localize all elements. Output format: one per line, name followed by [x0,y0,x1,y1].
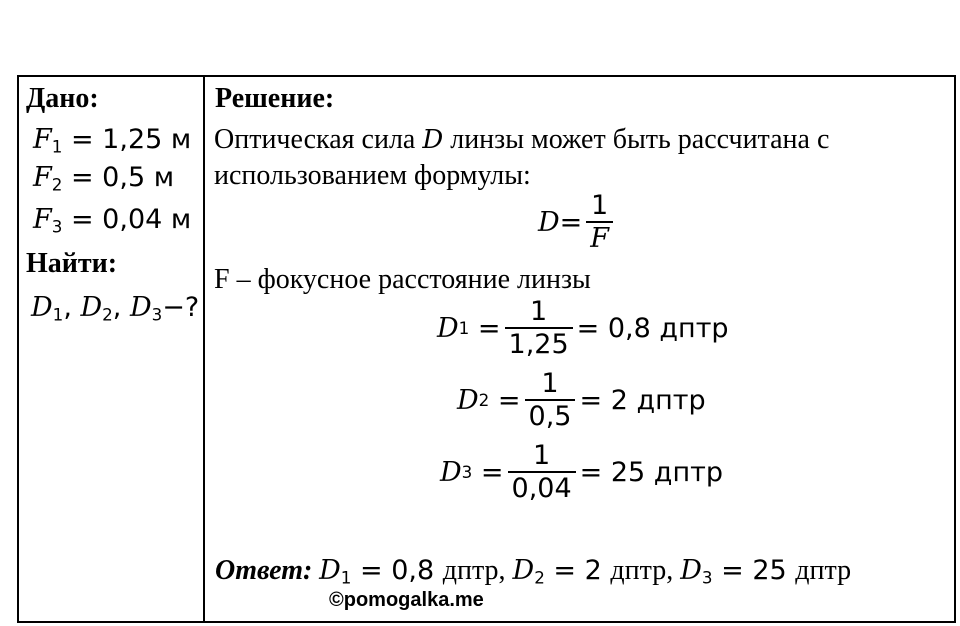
calc-d3-num: 1 [533,440,551,471]
calc-d1: D 1 = $\frac{1}{1,25}$ = 0,8 дптр [437,296,729,360]
answer-d2-value: = 2 [544,555,611,586]
intro-text-a: Оптическая сила [214,124,423,155]
answer-d3-var: D [680,555,702,586]
answer-d2-sub: 2 [534,567,545,588]
calc-d1-den: 1,25 [505,327,573,358]
answer-label: Ответ: [215,555,313,586]
find-d1-var: D [31,292,53,323]
given-f2 [33,162,175,195]
answer-d1-sub: 1 [340,567,352,588]
calc-d1-result: = 0,8 дптр [576,312,729,344]
calc-d1-var: D [437,312,459,344]
answer-d1-unit: дптр, [442,555,513,586]
calc-d1-fraction [505,298,573,358]
given-f1 [33,124,192,157]
find-d3-sub: 3 [151,304,163,325]
calc-d3-den: 0,04 [508,471,576,502]
calc-d3-fraction [508,442,576,502]
answer-d3-sub: 3 [701,567,713,588]
calc-d2-result: = 2 дптр [579,384,706,416]
given-f2-value: = 0,5 м [62,162,175,193]
find-question: −? [162,292,200,323]
answer-d3-unit: дптр [795,555,852,586]
solution-title: Решение: [215,83,335,114]
calc-d2-num: 1 [541,368,559,399]
answer-line [215,555,852,588]
calc-d2-var: D [457,384,479,416]
calc-d3-result: = 25 дптр [579,456,723,488]
intro-text-b: линзы может быть рассчитана с [443,124,830,155]
formula-eq: = [559,206,583,238]
solution-intro-line2: использованием формулы: [214,160,531,191]
calc-d1-num: 1 [530,296,548,327]
answer-d1-var: D [319,555,341,586]
find-d3-var: D [129,292,152,323]
answer-d3-value: = 25 [712,555,796,586]
answer-d1 [319,555,443,586]
answer-d3 [680,555,795,586]
calc-d3-var: D [440,456,462,488]
formula-numerator: 1 [591,190,609,221]
find-sep-2: , [112,292,130,323]
solution-intro-line1 [214,126,829,154]
watermark: ©pomogalka.me [329,589,484,611]
given-f3-value: = 0,04 м [62,204,192,235]
formula-fraction [586,192,613,252]
find-sep-1: , [63,292,81,323]
given-f2-var: F [33,162,52,193]
find-d2-var: D [80,292,103,323]
given-f3-var: F [33,204,52,235]
focal-note: F – фокусное расстояние линзы [214,264,591,295]
answer-d2 [513,555,611,586]
given-f3-sub: 3 [51,216,63,237]
given-f3 [33,204,192,237]
calc-d3: D 3 = $\frac{1}{0,04}$ = 25 дптр [440,440,723,504]
given-f1-var: F [33,124,52,155]
find-d1-sub: 1 [52,304,64,325]
column-divider [203,75,205,623]
find-d2-sub: 2 [102,304,113,325]
formula-denominator [586,221,613,252]
intro-var: D [422,125,444,155]
given-title: Дано: [26,83,99,114]
calc-d2: D 2 = $\frac{1}{0,5}$ = 2 дптр [457,368,706,432]
main-formula [538,192,617,252]
answer-d2-unit: дптр, [610,555,681,586]
given-f2-sub: 2 [51,174,63,195]
find-title: Найти: [26,248,118,279]
calc-d2-den: 0,5 [525,399,576,430]
formula-lhs: D [538,206,560,238]
answer-d1-value: = 0,8 [351,555,443,586]
answer-d2-var: D [512,555,535,586]
find-vars [31,292,200,325]
calc-d2-fraction [525,370,576,430]
formula-den-var: F [590,223,610,254]
given-f1-sub: 1 [51,136,63,157]
given-f1-value: = 1,25 м [62,124,192,155]
